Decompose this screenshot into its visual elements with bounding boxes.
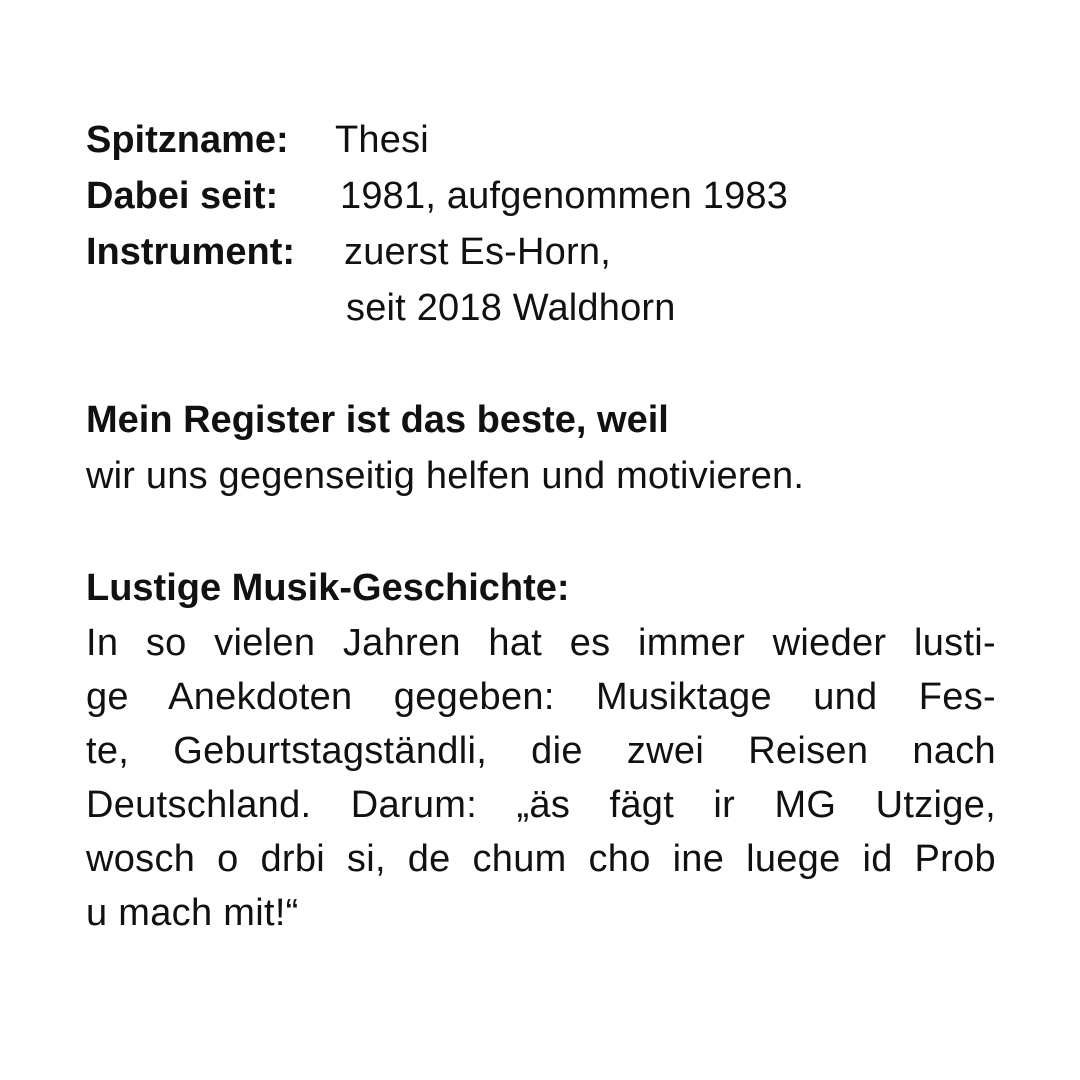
story-line: te, Geburtstagständli, die zwei Reisen nach xyxy=(86,730,996,772)
story-heading: Lustige Musik-Geschichte: xyxy=(86,567,570,609)
instrument-value-line1: zuerst Es-Horn, xyxy=(344,231,611,273)
register-heading: Mein Register ist das beste, weil xyxy=(86,399,669,441)
instrument-continuation-row xyxy=(86,280,996,336)
story-line: u mach mit!“ xyxy=(86,892,299,934)
story-line: In so vielen Jahren hat es immer wieder lusti- xyxy=(86,622,996,664)
instrument-row xyxy=(86,224,996,280)
register-section xyxy=(86,392,996,504)
register-text: wir uns gegenseitig helfen und motivieren. xyxy=(86,455,805,497)
profile-card xyxy=(86,112,996,940)
member-since-row xyxy=(86,168,996,224)
member-since-label: Dabei seit: xyxy=(86,175,279,217)
instrument-label: Instrument: xyxy=(86,231,295,273)
nickname-label: Spitzname: xyxy=(86,119,289,161)
nickname-row xyxy=(86,112,996,168)
story-line: Deutschland. Darum: „äs fägt ir MG Utzige, xyxy=(86,784,996,826)
story-line: ge Anekdoten gegeben: Musiktage und Fes- xyxy=(86,676,996,718)
story-section xyxy=(86,560,996,940)
story-line: wosch o drbi si, de chum cho ine luege id Prob xyxy=(86,838,996,880)
nickname-value: Thesi xyxy=(335,119,429,161)
instrument-value-line2: seit 2018 Waldhorn xyxy=(346,287,676,329)
member-since-value: 1981, aufgenommen 1983 xyxy=(340,175,789,217)
